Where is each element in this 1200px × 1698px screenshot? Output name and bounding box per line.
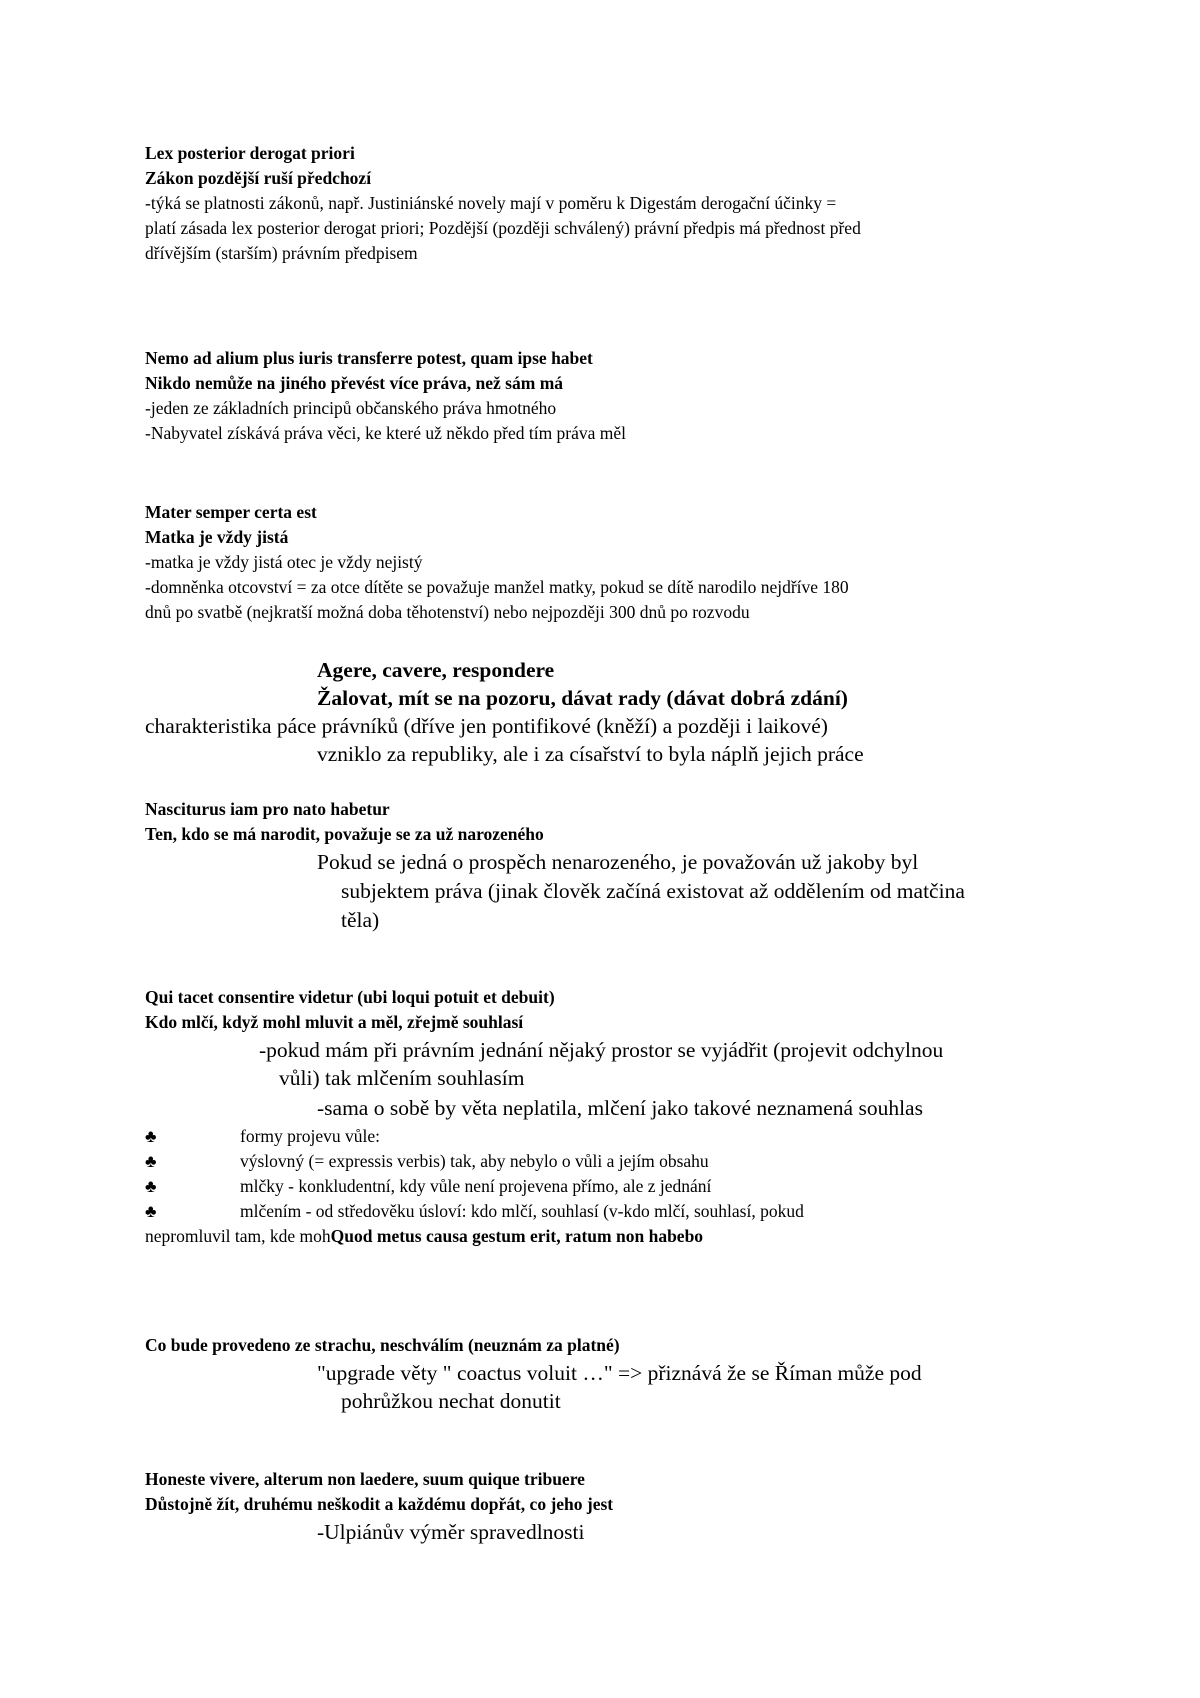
explanation-line: "upgrade věty " coactus voluit …" => přiznává že se Říman může pod	[317, 1361, 922, 1385]
explanation-line: vzniklo za republiky, ale i za císařství to byla náplň jejich práce	[317, 742, 864, 766]
club-bullet-icon: ♣	[145, 1151, 157, 1171]
latin-maxim: Nemo ad alium plus iuris transferre potest, quam ipse habet	[145, 348, 593, 368]
explanation-line: -pokud mám při právním jednání nějaký prostor se vyjádřit (projevit odchylnou	[259, 1038, 944, 1062]
czech-translation: Žalovat, mít se na pozoru, dávat rady (dávat dobrá zdání)	[317, 686, 848, 710]
club-bullet-icon: ♣	[145, 1201, 157, 1221]
czech-translation: Matka je vždy jistá	[145, 527, 289, 547]
explanation-line: Pokud se jedná o prospěch nenarozeného, je považován už jakoby byl	[317, 850, 919, 874]
explanation-line: -domněnka otcovství = za otce dítěte se považuje manžel matky, pokud se dítě narodilo nejdříve 180	[145, 577, 849, 597]
list-item-text: mlčky - konkludentní, kdy vůle není projevena přímo, ale z jednání	[240, 1176, 712, 1196]
explanation-line: subjektem práva (jinak člověk začíná existovat až oddělením od matčina	[341, 879, 965, 903]
list-item-text: mlčením - od středověku úsloví: kdo mlčí, souhlasí (v-kdo mlčí, souhlasí, pokud	[240, 1201, 804, 1221]
explanation-line: pohrůžkou nechat donutit	[341, 1389, 561, 1413]
explanation-line: -matka je vždy jistá otec je vždy nejistý	[145, 552, 423, 572]
continuation-line	[145, 1226, 703, 1247]
explanation-line: dřívějším (starším) právním předpisem	[145, 243, 418, 263]
explanation-line: -Ulpiánův výměr spravedlnosti	[317, 1520, 585, 1544]
explanation-line: -sama o sobě by věta neplatila, mlčení jako takové neznamená souhlas	[317, 1096, 923, 1120]
czech-translation: Kdo mlčí, když mohl mluvit a měl, zřejmě souhlasí	[145, 1012, 524, 1032]
club-bullet-icon: ♣	[145, 1176, 157, 1196]
list-item-text: výslovný (= expressis verbis) tak, aby nebylo o vůli a jejím obsahu	[240, 1151, 709, 1171]
czech-translation: Důstojně žít, druhému neškodit a každému dopřát, co jeho jest	[145, 1494, 614, 1514]
czech-translation: Ten, kdo se má narodit, považuje se za už narozeného	[145, 824, 544, 844]
explanation-line: dnů po svatbě (nejkratší možná doba těhotenství) nebo nejpozději 300 dnů po rozvodu	[145, 602, 750, 622]
continuation-text: nepromluvil tam, kde moh	[145, 1226, 331, 1246]
latin-maxim: Agere, cavere, respondere	[317, 658, 555, 682]
explanation-line: -jeden ze základních principů občanského práva hmotného	[145, 398, 557, 418]
latin-maxim: Nasciturus iam pro nato habetur	[145, 799, 390, 819]
explanation-line: -Nabyvatel získává práva věci, ke které už někdo před tím práva měl	[145, 423, 627, 443]
latin-maxim: Qui tacet consentire videtur (ubi loqui potuit et debuit)	[145, 987, 555, 1007]
latin-maxim: Mater semper certa est	[145, 502, 317, 522]
explanation-line: -týká se platnosti zákonů, např. Justiniánské novely mají v poměru k Digestám derogační účinky =	[145, 193, 837, 213]
latin-maxim: Honeste vivere, alterum non laedere, suum quique tribuere	[145, 1469, 585, 1489]
czech-translation: Nikdo nemůže na jiného převést více práva, než sám má	[145, 373, 564, 393]
list-item-text: formy projevu vůle:	[240, 1126, 380, 1146]
latin-maxim-inline: Quod metus causa gestum erit, ratum non habebo	[330, 1226, 704, 1246]
explanation-line: těla)	[341, 908, 380, 932]
latin-maxim: Lex posterior derogat priori	[145, 143, 355, 163]
czech-translation: Co bude provedeno ze strachu, neschválím (neuznám za platné)	[145, 1335, 620, 1355]
explanation-line: charakteristika páce právníků (dříve jen pontifikové (kněží) a později i laikové)	[145, 714, 828, 738]
czech-translation: Zákon pozdější ruší předchozí	[145, 168, 372, 188]
club-bullet-icon: ♣	[145, 1126, 157, 1146]
explanation-line: platí zásada lex posterior derogat priori; Pozdější (později schválený) právní předpis má přednost před	[145, 218, 861, 238]
explanation-line: vůli) tak mlčením souhlasím	[279, 1066, 525, 1090]
